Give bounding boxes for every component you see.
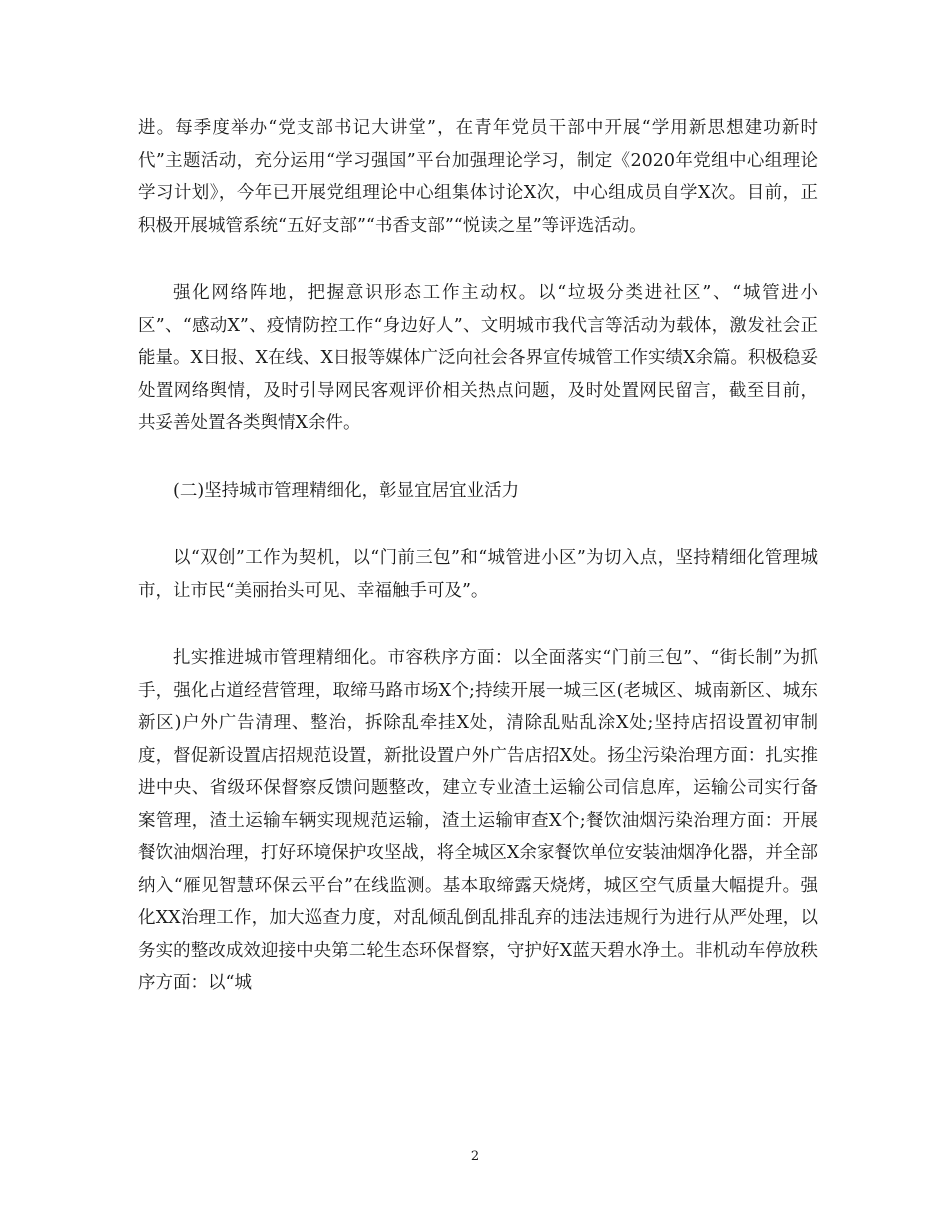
paragraph-4: 扎实推进城市管理精细化。市容秩序方面：以全面落实“门前三包”、“街长制”为抓手，强化占道经营管理，取缔马路市场X个;持续开展一城三区(老城区、城南新区、城东新区)户外广告清理、整治，拆除乱牵挂X处，清除乱贴乱涂X处;坚持店招设置初审制度，督促新设置店招规范设置，新批设置户外广告店招X处。扬尘污染治理方面：扎实推进中央、省级环保督察反馈问题整改，建立专业渣土运输公司信息库，运输公司实行备案管理，渣土运输车辆实现规范运输，渣土运输审查X个;餐饮油烟污染治理方面：开展餐饮油烟治理，打好环境保护攻坚战，将全城区X余家餐饮单位安装油烟净化器，并全部纳入“雁见智慧环保云平台”在线监测。基本取缔露天烧烤，城区空气质量大幅提升。强化XX治理工作，加大巡查力度，对乱倾乱倒乱排乱弃的违法违规行为进行从严处理，以务实的整改成效迎接中央第二轮生态环保督察，守护好X蓝天碧水净土。非机动车停放秩序方面：以“城 — [138, 648, 818, 993]
page-number: 2 — [470, 1149, 480, 1164]
document-body — [138, 112, 818, 1035]
paragraph-3: 以“双创”工作为契机，以“门前三包”和“城管进小区”为切入点，坚持精细化管理城市，让市民“美丽抬头可见、幸福触手可及”。 — [138, 548, 818, 601]
paragraph-2: 强化网络阵地，把握意识形态工作主动权。以“垃圾分类进社区”、“城管进小区”、“感动X”、疫情防控工作“身边好人”、文明城市我代言等活动为载体，激发社会正能量。X日报、X在线、X日报等媒体广泛向社会各界宣传城管工作实绩X余篇。积极稳妥处置网络舆情，及时引导网民客观评价相关热点问题，及时处置网民留言，截至目前，共妥善处置各类舆情X余件。 — [138, 283, 818, 433]
paragraph-1: 进。每季度举办“党支部书记大讲堂”，在青年党员干部中开展“学用新思想建功新时代”主题活动，充分运用“学习强国”平台加强理论学习，制定《2020年党组中心组理论学习计划》，今年已开展党组理论中心组集体讨论X次，中心组成员自学X次。目前，正积极开展城管系统“五好支部”“书香支部”“悦读之星”等评选活动。 — [138, 118, 818, 236]
section-heading: (二)坚持城市管理精细化，彰显宜居宜业活力 — [173, 480, 520, 501]
